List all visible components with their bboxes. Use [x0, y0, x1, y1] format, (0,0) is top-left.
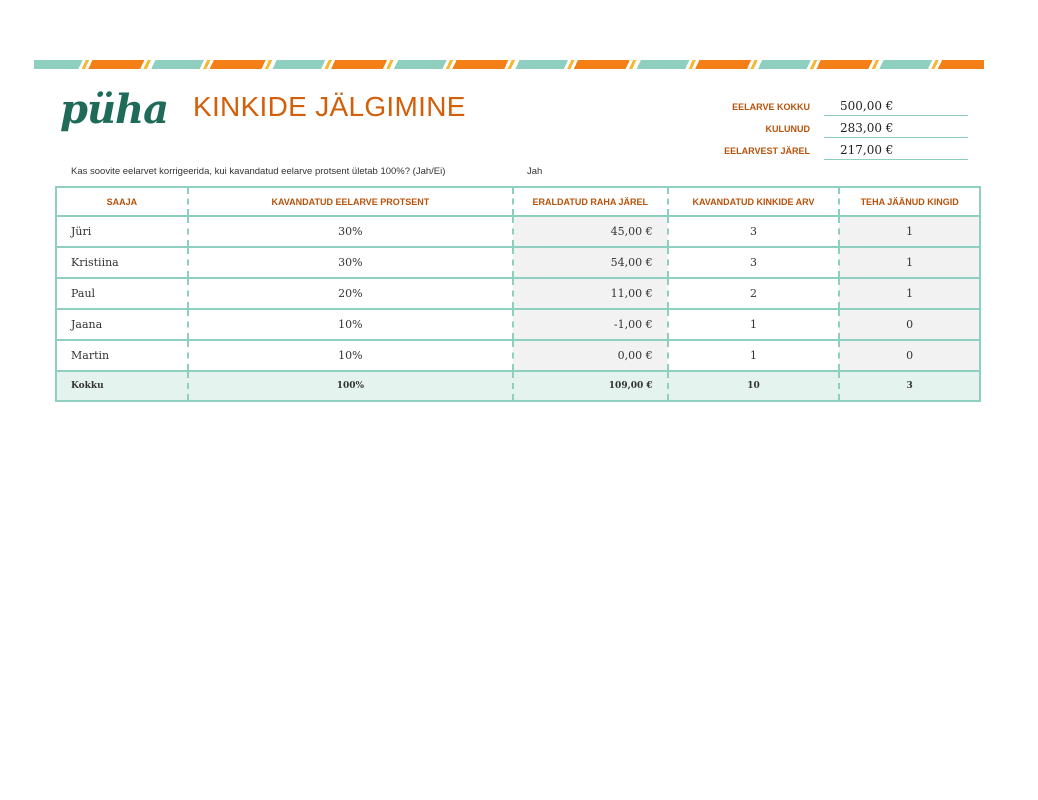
cell-recipient[interactable]: Paul [56, 278, 188, 309]
table-row [56, 216, 980, 247]
summary-label: EELARVEST JÄREL [724, 146, 810, 156]
cell-planned-gifts[interactable]: 3 [668, 216, 840, 247]
cell-gifts-remaining[interactable]: 1 [839, 278, 980, 309]
cell-total-label[interactable]: Kokku [56, 371, 188, 401]
cell-total-gifts-remaining[interactable]: 3 [839, 371, 980, 401]
cell-planned-gifts[interactable]: 3 [668, 247, 840, 278]
column-header-gifts-remaining[interactable]: TEHA JÄÄNUD KINGID [839, 187, 980, 216]
cell-budget-percent[interactable]: 10% [188, 309, 513, 340]
table-header-row [56, 187, 980, 216]
cell-total-budget-percent[interactable]: 100% [188, 371, 513, 401]
decorative-stripe [34, 60, 984, 69]
cell-recipient[interactable]: Martin [56, 340, 188, 371]
column-header-planned-gifts[interactable]: KAVANDATUD KINKIDE ARV [668, 187, 840, 216]
summary-label: KULUNUD [765, 124, 810, 134]
cell-gifts-remaining[interactable]: 0 [839, 340, 980, 371]
logo: püha [60, 86, 169, 133]
cell-total-money-left[interactable]: 109,00 € [513, 371, 668, 401]
cell-budget-percent[interactable]: 10% [188, 340, 513, 371]
budget-summary [690, 94, 982, 160]
page-title: KINKIDE JÄLGIMINE [193, 91, 466, 122]
cell-budget-percent[interactable]: 30% [188, 216, 513, 247]
cell-planned-gifts[interactable]: 2 [668, 278, 840, 309]
cell-gifts-remaining[interactable]: 1 [839, 247, 980, 278]
table-row [56, 247, 980, 278]
cell-planned-gifts[interactable]: 1 [668, 309, 840, 340]
summary-row-total-budget [690, 94, 982, 116]
table-row [56, 278, 980, 309]
adjust-budget-question: Kas soovite eelarvet korrigeerida, kui kavandatud eelarve protsent ületab 100%? (Jah/Ei) [71, 166, 446, 177]
cell-planned-gifts[interactable]: 1 [668, 340, 840, 371]
cell-recipient[interactable]: Jüri [56, 216, 188, 247]
summary-value-cell[interactable]: 283,00 € [824, 121, 968, 138]
column-header-budget-percent[interactable]: KAVANDATUD EELARVE PROTSENT [188, 187, 513, 216]
table-row [56, 340, 980, 371]
summary-row-remaining [690, 138, 982, 160]
table-row [56, 309, 980, 340]
cell-gifts-remaining[interactable]: 1 [839, 216, 980, 247]
summary-row-spent [690, 116, 982, 138]
cell-budget-percent[interactable]: 30% [188, 247, 513, 278]
cell-money-left[interactable]: 54,00 € [513, 247, 668, 278]
summary-value-cell[interactable]: 500,00 € [824, 99, 968, 116]
summary-label: EELARVE KOKKU [732, 102, 810, 112]
adjust-budget-answer-cell[interactable]: Jah [527, 166, 543, 177]
column-header-money-left[interactable]: ERALDATUD RAHA JÄREL [513, 187, 668, 216]
cell-money-left[interactable]: -1,00 € [513, 309, 668, 340]
summary-value-cell[interactable]: 217,00 € [824, 143, 968, 160]
cell-recipient[interactable]: Kristiina [56, 247, 188, 278]
cell-money-left[interactable]: 45,00 € [513, 216, 668, 247]
cell-total-planned-gifts[interactable]: 10 [668, 371, 840, 401]
table-total-row [56, 371, 980, 401]
column-header-recipient[interactable]: SAAJA [56, 187, 188, 216]
cell-budget-percent[interactable]: 20% [188, 278, 513, 309]
cell-gifts-remaining[interactable]: 0 [839, 309, 980, 340]
cell-money-left[interactable]: 0,00 € [513, 340, 668, 371]
cell-recipient[interactable]: Jaana [56, 309, 188, 340]
cell-money-left[interactable]: 11,00 € [513, 278, 668, 309]
gift-tracking-table [55, 186, 981, 402]
